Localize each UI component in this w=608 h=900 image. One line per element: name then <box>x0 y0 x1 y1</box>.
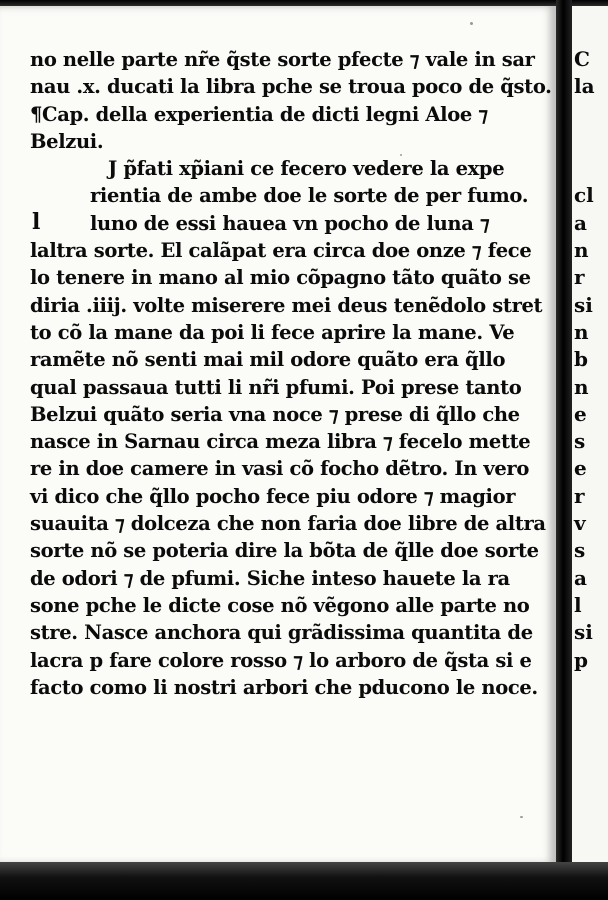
right-page <box>572 6 608 868</box>
text-line <box>574 155 595 182</box>
text-line: nasce in Sarnau circa meza libra ⁊ fecelo mette <box>30 430 531 454</box>
text-line: e <box>574 401 587 426</box>
text-line: cl <box>574 183 594 208</box>
marginal-letter: l <box>32 209 41 235</box>
text-line: si <box>574 292 593 317</box>
text-line: rientia de ambe doe le sorte de per fumo. <box>90 184 529 208</box>
text-line: b <box>574 347 588 372</box>
paper-speck <box>470 22 473 25</box>
text-line: v <box>574 511 586 536</box>
text-line: Belzui quãto seria vna noce ⁊ prese di q̃llo che <box>30 402 520 426</box>
chapter-heading-cont: Belzui. <box>30 129 104 153</box>
right-page-text <box>574 46 595 674</box>
text-line: nau .x. ducati la libra pche se troua poco de q̃sto. <box>30 75 552 99</box>
text-line: sorte nõ se poteria dire la bõta de q̃lle doe sorte <box>30 539 539 563</box>
text-line: to cõ la mane da poi li fece aprire la mane. Ve <box>30 320 515 344</box>
text-line: vi dico che q̃llo pocho fece piu odore ⁊ magior <box>30 484 516 508</box>
text-line: n <box>574 319 589 344</box>
text-line: no nelle parte nr̃e q̃ste sorte pfecte ⁊ vale in sar <box>30 48 535 71</box>
text-line: suauita ⁊ dolceza che non faria doe libre de altra <box>30 512 546 536</box>
text-line: s <box>574 429 586 454</box>
text-line <box>574 128 595 155</box>
text-line: lacra p fare colore rosso ⁊ lo arboro de q̃sta si e <box>30 648 532 672</box>
text-line: J p̃fati xp̃iani ce fecero vedere la expe <box>108 157 505 181</box>
text-line: C <box>574 47 590 71</box>
text-line: e <box>574 456 587 481</box>
chapter-heading: ¶Cap. della experientia de dicti legni Aloe ⁊ <box>30 102 488 126</box>
bottom-page-edge <box>0 862 608 900</box>
text-line: luno de essi hauea vn pocho de luna ⁊ <box>90 211 490 235</box>
text-line: n <box>574 238 589 263</box>
left-page <box>0 6 556 864</box>
text-line: si <box>574 620 593 645</box>
text-line: la <box>574 74 595 99</box>
text-line: laltra sorte. El calãpat era circa doe onze ⁊ fece <box>30 239 532 263</box>
text-line: l <box>574 592 582 617</box>
text-line: n <box>574 374 589 399</box>
text-line: lo tenere in mano al mio cõpagno tãto quãto se <box>30 266 531 290</box>
text-line: r <box>574 265 585 290</box>
paper-speck <box>520 816 523 818</box>
book-gutter <box>556 0 572 900</box>
text-line: facto como li nostri arbori che pducono le noce. <box>30 675 538 699</box>
text-line: stre. Nasce anchora qui grãdissima quantita de <box>30 621 533 645</box>
text-line: p <box>574 647 588 672</box>
body-text <box>30 46 552 701</box>
paper-speck <box>400 154 402 156</box>
text-line: ramẽte nõ senti mai mil odore quãto era q̃llo <box>30 348 506 372</box>
text-line: re in doe camere in vasi cõ focho dẽtro. In vero <box>30 457 529 481</box>
text-line: a <box>574 210 587 235</box>
text-line: s <box>574 538 586 563</box>
text-line: r <box>574 483 585 508</box>
text-line: diria .iiij. volte miserere mei deus tenẽdolo stret <box>30 293 543 317</box>
text-line: de odori ⁊ de pfumi. Siche inteso hauete la ra <box>30 566 510 590</box>
text-line <box>574 101 595 128</box>
text-line: sone pche le dicte cose nõ vẽgono alle parte no <box>30 593 530 617</box>
text-line: a <box>574 565 587 590</box>
text-line: qual passaua tutti li nr̃i pfumi. Poi prese tanto <box>30 375 522 399</box>
